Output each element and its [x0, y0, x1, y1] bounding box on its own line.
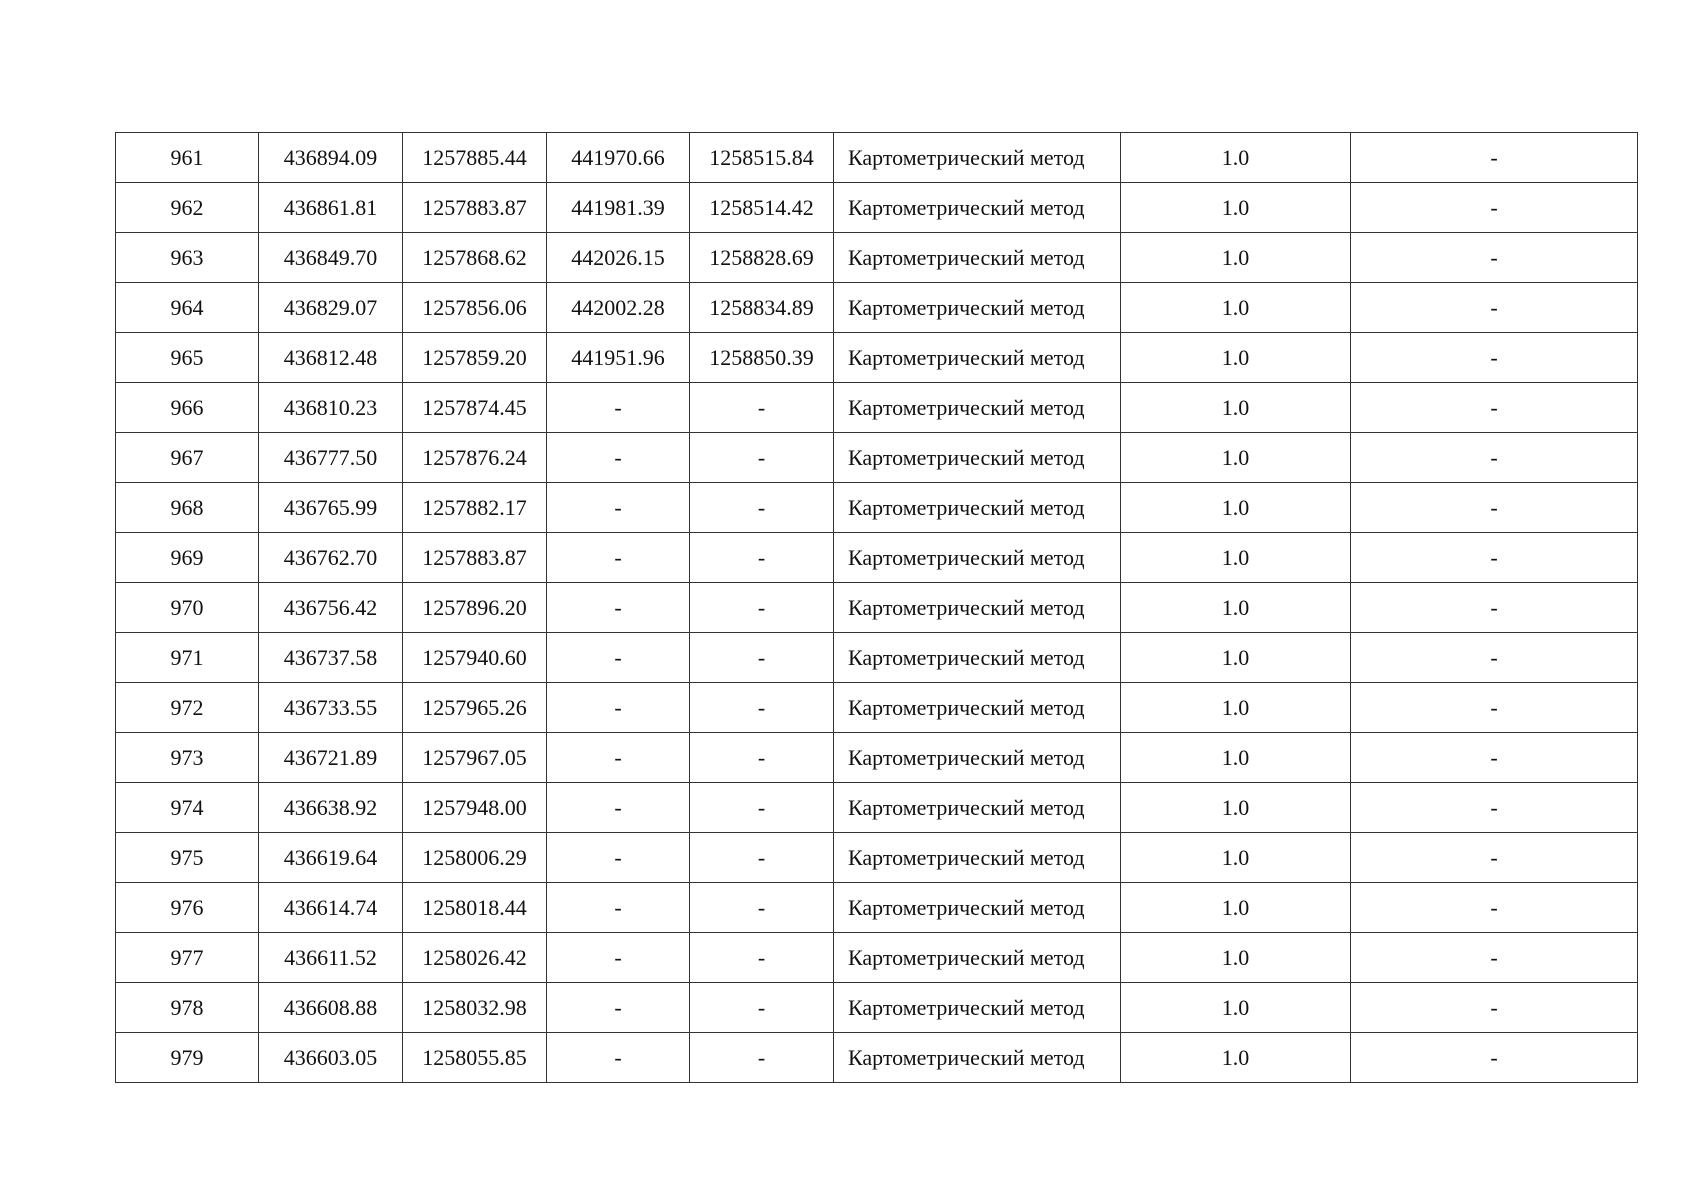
x-new-cell: - [547, 1033, 690, 1083]
table-row [116, 233, 1638, 283]
method-cell: Картометрический метод [834, 1033, 1121, 1083]
method-cell: Картометрический метод [834, 433, 1121, 483]
method-cell: Картометрический метод [834, 883, 1121, 933]
x-new-cell: - [547, 533, 690, 583]
accuracy-cell: 1.0 [1121, 183, 1351, 233]
note-cell: - [1351, 383, 1638, 433]
table-row [116, 483, 1638, 533]
x-new-cell: - [547, 733, 690, 783]
y-new-cell: - [690, 983, 834, 1033]
accuracy-cell: 1.0 [1121, 483, 1351, 533]
method-cell: Картометрический метод [834, 283, 1121, 333]
table-row [116, 333, 1638, 383]
point-number-cell: 978 [116, 983, 259, 1033]
method-cell: Картометрический метод [834, 783, 1121, 833]
y-existing-cell: 1257883.87 [403, 183, 547, 233]
point-number-cell: 964 [116, 283, 259, 333]
method-cell: Картометрический метод [834, 733, 1121, 783]
x-existing-cell: 436721.89 [259, 733, 403, 783]
x-existing-cell: 436611.52 [259, 933, 403, 983]
y-new-cell: 1258514.42 [690, 183, 834, 233]
y-new-cell: - [690, 783, 834, 833]
method-cell: Картометрический метод [834, 233, 1121, 283]
table-row [116, 683, 1638, 733]
point-number-cell: 979 [116, 1033, 259, 1083]
y-new-cell: 1258850.39 [690, 333, 834, 383]
y-existing-cell: 1257940.60 [403, 633, 547, 683]
accuracy-cell: 1.0 [1121, 983, 1351, 1033]
note-cell: - [1351, 483, 1638, 533]
x-existing-cell: 436810.23 [259, 383, 403, 433]
y-new-cell: - [690, 733, 834, 783]
y-new-cell: - [690, 683, 834, 733]
x-new-cell: - [547, 883, 690, 933]
x-new-cell: 441970.66 [547, 133, 690, 183]
note-cell: - [1351, 533, 1638, 583]
method-cell: Картометрический метод [834, 383, 1121, 433]
y-new-cell: - [690, 583, 834, 633]
note-cell: - [1351, 183, 1638, 233]
point-number-cell: 969 [116, 533, 259, 583]
point-number-cell: 975 [116, 833, 259, 883]
x-new-cell: - [547, 983, 690, 1033]
x-existing-cell: 436765.99 [259, 483, 403, 533]
x-existing-cell: 436812.48 [259, 333, 403, 383]
accuracy-cell: 1.0 [1121, 1033, 1351, 1083]
y-new-cell: - [690, 633, 834, 683]
x-existing-cell: 436762.70 [259, 533, 403, 583]
x-existing-cell: 436608.88 [259, 983, 403, 1033]
point-number-cell: 962 [116, 183, 259, 233]
x-existing-cell: 436638.92 [259, 783, 403, 833]
table-row [116, 883, 1638, 933]
method-cell: Картометрический метод [834, 833, 1121, 883]
y-existing-cell: 1258018.44 [403, 883, 547, 933]
note-cell: - [1351, 283, 1638, 333]
table-row [116, 633, 1638, 683]
y-existing-cell: 1258055.85 [403, 1033, 547, 1083]
note-cell: - [1351, 633, 1638, 683]
accuracy-cell: 1.0 [1121, 883, 1351, 933]
y-new-cell: 1258834.89 [690, 283, 834, 333]
accuracy-cell: 1.0 [1121, 783, 1351, 833]
method-cell: Картометрический метод [834, 933, 1121, 983]
y-existing-cell: 1258006.29 [403, 833, 547, 883]
x-existing-cell: 436829.07 [259, 283, 403, 333]
y-new-cell: - [690, 833, 834, 883]
accuracy-cell: 1.0 [1121, 233, 1351, 283]
note-cell: - [1351, 433, 1638, 483]
accuracy-cell: 1.0 [1121, 583, 1351, 633]
point-number-cell: 971 [116, 633, 259, 683]
note-cell: - [1351, 133, 1638, 183]
point-number-cell: 965 [116, 333, 259, 383]
y-new-cell: - [690, 1033, 834, 1083]
x-existing-cell: 436777.50 [259, 433, 403, 483]
note-cell: - [1351, 233, 1638, 283]
y-existing-cell: 1257859.20 [403, 333, 547, 383]
y-new-cell: - [690, 433, 834, 483]
table-row [116, 833, 1638, 883]
x-existing-cell: 436894.09 [259, 133, 403, 183]
y-new-cell: 1258828.69 [690, 233, 834, 283]
point-number-cell: 968 [116, 483, 259, 533]
x-new-cell: 442026.15 [547, 233, 690, 283]
method-cell: Картометрический метод [834, 133, 1121, 183]
x-new-cell: - [547, 783, 690, 833]
method-cell: Картометрический метод [834, 183, 1121, 233]
y-new-cell: - [690, 383, 834, 433]
y-existing-cell: 1257868.62 [403, 233, 547, 283]
point-number-cell: 976 [116, 883, 259, 933]
x-new-cell: 441981.39 [547, 183, 690, 233]
accuracy-cell: 1.0 [1121, 933, 1351, 983]
point-number-cell: 966 [116, 383, 259, 433]
note-cell: - [1351, 833, 1638, 883]
note-cell: - [1351, 733, 1638, 783]
method-cell: Картометрический метод [834, 983, 1121, 1033]
accuracy-cell: 1.0 [1121, 833, 1351, 883]
note-cell: - [1351, 583, 1638, 633]
coordinates-table [115, 132, 1638, 1083]
table-row [116, 933, 1638, 983]
note-cell: - [1351, 883, 1638, 933]
y-new-cell: 1258515.84 [690, 133, 834, 183]
y-existing-cell: 1257883.87 [403, 533, 547, 583]
x-new-cell: - [547, 483, 690, 533]
table-row [116, 433, 1638, 483]
method-cell: Картометрический метод [834, 633, 1121, 683]
note-cell: - [1351, 983, 1638, 1033]
point-number-cell: 970 [116, 583, 259, 633]
note-cell: - [1351, 933, 1638, 983]
note-cell: - [1351, 333, 1638, 383]
y-new-cell: - [690, 883, 834, 933]
note-cell: - [1351, 683, 1638, 733]
x-new-cell: - [547, 383, 690, 433]
y-new-cell: - [690, 533, 834, 583]
accuracy-cell: 1.0 [1121, 133, 1351, 183]
y-existing-cell: 1257885.44 [403, 133, 547, 183]
x-existing-cell: 436619.64 [259, 833, 403, 883]
table-row [116, 583, 1638, 633]
method-cell: Картометрический метод [834, 583, 1121, 633]
table-row [116, 1033, 1638, 1083]
point-number-cell: 961 [116, 133, 259, 183]
accuracy-cell: 1.0 [1121, 633, 1351, 683]
y-existing-cell: 1257876.24 [403, 433, 547, 483]
point-number-cell: 963 [116, 233, 259, 283]
y-existing-cell: 1257948.00 [403, 783, 547, 833]
accuracy-cell: 1.0 [1121, 533, 1351, 583]
x-existing-cell: 436603.05 [259, 1033, 403, 1083]
x-new-cell: 442002.28 [547, 283, 690, 333]
y-existing-cell: 1257856.06 [403, 283, 547, 333]
note-cell: - [1351, 783, 1638, 833]
table-row [116, 283, 1638, 333]
y-existing-cell: 1257874.45 [403, 383, 547, 433]
y-existing-cell: 1257967.05 [403, 733, 547, 783]
accuracy-cell: 1.0 [1121, 333, 1351, 383]
x-new-cell: - [547, 633, 690, 683]
table-row [116, 983, 1638, 1033]
point-number-cell: 974 [116, 783, 259, 833]
x-existing-cell: 436849.70 [259, 233, 403, 283]
x-new-cell: 441951.96 [547, 333, 690, 383]
table-row [116, 183, 1638, 233]
x-new-cell: - [547, 433, 690, 483]
table-row [116, 733, 1638, 783]
y-new-cell: - [690, 933, 834, 983]
x-existing-cell: 436614.74 [259, 883, 403, 933]
table-body [116, 133, 1638, 1083]
y-existing-cell: 1258026.42 [403, 933, 547, 983]
accuracy-cell: 1.0 [1121, 383, 1351, 433]
y-existing-cell: 1257896.20 [403, 583, 547, 633]
accuracy-cell: 1.0 [1121, 683, 1351, 733]
y-existing-cell: 1257965.26 [403, 683, 547, 733]
method-cell: Картометрический метод [834, 683, 1121, 733]
x-new-cell: - [547, 933, 690, 983]
point-number-cell: 977 [116, 933, 259, 983]
x-existing-cell: 436733.55 [259, 683, 403, 733]
method-cell: Картометрический метод [834, 333, 1121, 383]
point-number-cell: 972 [116, 683, 259, 733]
table-row [116, 383, 1638, 433]
point-number-cell: 973 [116, 733, 259, 783]
x-new-cell: - [547, 833, 690, 883]
x-existing-cell: 436756.42 [259, 583, 403, 633]
accuracy-cell: 1.0 [1121, 433, 1351, 483]
note-cell: - [1351, 1033, 1638, 1083]
y-new-cell: - [690, 483, 834, 533]
table-row [116, 133, 1638, 183]
accuracy-cell: 1.0 [1121, 733, 1351, 783]
x-existing-cell: 436737.58 [259, 633, 403, 683]
y-existing-cell: 1258032.98 [403, 983, 547, 1033]
x-existing-cell: 436861.81 [259, 183, 403, 233]
y-existing-cell: 1257882.17 [403, 483, 547, 533]
accuracy-cell: 1.0 [1121, 283, 1351, 333]
table-row [116, 533, 1638, 583]
x-new-cell: - [547, 683, 690, 733]
method-cell: Картометрический метод [834, 533, 1121, 583]
table-row [116, 783, 1638, 833]
x-new-cell: - [547, 583, 690, 633]
method-cell: Картометрический метод [834, 483, 1121, 533]
point-number-cell: 967 [116, 433, 259, 483]
